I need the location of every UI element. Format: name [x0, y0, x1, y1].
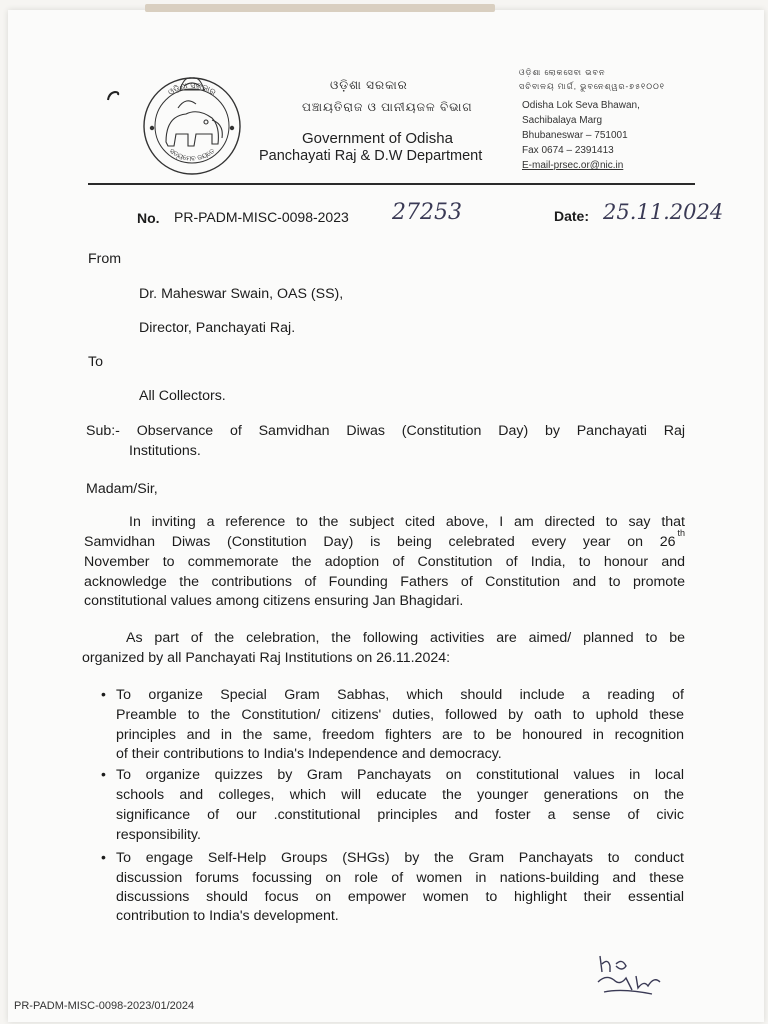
subject-line-2: Institutions.	[129, 443, 201, 459]
date-label: Date:	[554, 208, 590, 224]
bullet1-line: To organize Special Gram Sabhas, which should include a reading of	[116, 687, 684, 703]
header-divider	[88, 183, 695, 185]
bullet1-line: principles and in the same, freedom fighters are to be honoured in recognition	[116, 727, 684, 743]
para2-line: organized by all Panchayati Raj Institutions on 26.11.2024:	[82, 650, 451, 666]
handwritten-ref-number: 27253	[392, 200, 462, 225]
para1-line-with-sup	[84, 528, 685, 553]
header-govt-en: Government of Odisha	[302, 130, 453, 147]
address-odia-1: ଓଡ଼ିଶା ଲୋକସେବା ଭବନ	[519, 68, 606, 77]
address-odia-2: ସଚିବାଳୟ ମାର୍ଗ, ଭୁବନେଶ୍ୱର-୭୫୧୦୦୧	[519, 82, 665, 91]
address-line: Sachibalaya Marg	[522, 115, 603, 126]
bullet2-line: significance of our .constitutional principles and foster a sense of civic	[116, 807, 684, 823]
ref-no-label: No.	[137, 210, 160, 226]
header-odia-dept: ପଞ୍ଚାୟତିରାଜ ଓ ପାନୀୟଜଳ ବିଭାଗ	[302, 100, 473, 114]
svg-text:ସତ୍ୟମେବ ଜୟତେ	[168, 147, 217, 163]
handwritten-initials-signature	[592, 946, 672, 1002]
address-block	[522, 98, 640, 173]
para1-sup: th	[677, 528, 685, 538]
handwritten-date: 25.11.2024	[603, 200, 724, 224]
address-line: Fax 0674 – 2391413	[522, 145, 614, 156]
bullet1-line: Preamble to the Constitution/ citizens' duties, followed by oath to uphold these	[116, 707, 684, 723]
header-dept-en: Panchayati Raj & D.W Department	[259, 148, 483, 164]
bullet-marker: •	[101, 686, 106, 702]
bullet2-line: To organize quizzes by Gram Panchayats on constitutional values in local	[116, 767, 684, 783]
bullet-marker: •	[101, 766, 106, 782]
footer-file-ref: PR-PADM-MISC-0098-2023/01/2024	[14, 1000, 195, 1012]
bullet-marker: •	[101, 849, 106, 865]
para1-line: acknowledge the contributions of Founding Fathers of Constitution and to promote	[84, 574, 685, 590]
subject-line-1: Sub:- Observance of Samvidhan Diwas (Constitution Day) by Panchayati Raj	[86, 423, 685, 439]
scan-edge-band	[145, 4, 495, 12]
scan-mark-icon	[106, 90, 122, 104]
from-title: Director, Panchayati Raj.	[139, 320, 296, 336]
para1-line: November to commemorate the adoption of Constitution of India, to honour and	[84, 554, 685, 570]
header-odia-govt: ଓଡ଼ିଶା ସରକାର	[330, 78, 408, 92]
from-label: From	[88, 251, 122, 267]
bullet3-line: To engage Self-Help Groups (SHGs) by the Gram Panchayats to conduct	[116, 850, 684, 866]
from-name: Dr. Maheswar Swain, OAS (SS),	[139, 286, 344, 302]
ref-no-value: PR-PADM-MISC-0098-2023	[174, 209, 349, 225]
bullet3-line: contribution to India's development.	[116, 908, 339, 924]
bullet2-line: responsibility.	[116, 827, 201, 843]
seal-top-text: ଓଡ଼ିଶା ସରକାର	[166, 80, 218, 97]
to-name: All Collectors.	[139, 388, 226, 404]
bullet3-line: discussions should focus on empower women to highlight their essential	[116, 889, 684, 905]
salutation: Madam/Sir,	[86, 481, 158, 497]
bullet1-line: of their contributions to India's Independence and democracy.	[116, 746, 502, 762]
para1-line: In inviting a reference to the subject cited above, I am directed to say that	[129, 514, 685, 530]
seal-bottom-text: ସତ୍ୟମେବ ଜୟତେ	[167, 146, 217, 163]
para2-line: As part of the celebration, the following activities are aimed/ planned to be	[126, 630, 685, 646]
para1-line: Samvidhan Diwas (Constitution Day) is being celebrated every year on 26	[84, 534, 676, 550]
para1-line: constitutional values among citizens ensuring Jan Bhagidari.	[84, 593, 464, 609]
address-line: Odisha Lok Seva Bhawan,	[522, 100, 640, 111]
bullet2-line: schools and colleges, which will educate the younger generations on the	[116, 787, 684, 803]
to-label: To	[88, 354, 103, 370]
bullet3-line: discussion forums focussing on role of women in nations-building and these	[116, 870, 684, 886]
email-link[interactable]: E-mail-prsec.or@nic.in	[522, 160, 624, 171]
odisha-govt-seal-icon	[136, 68, 248, 178]
address-line: Bhubaneswar – 751001	[522, 130, 628, 141]
